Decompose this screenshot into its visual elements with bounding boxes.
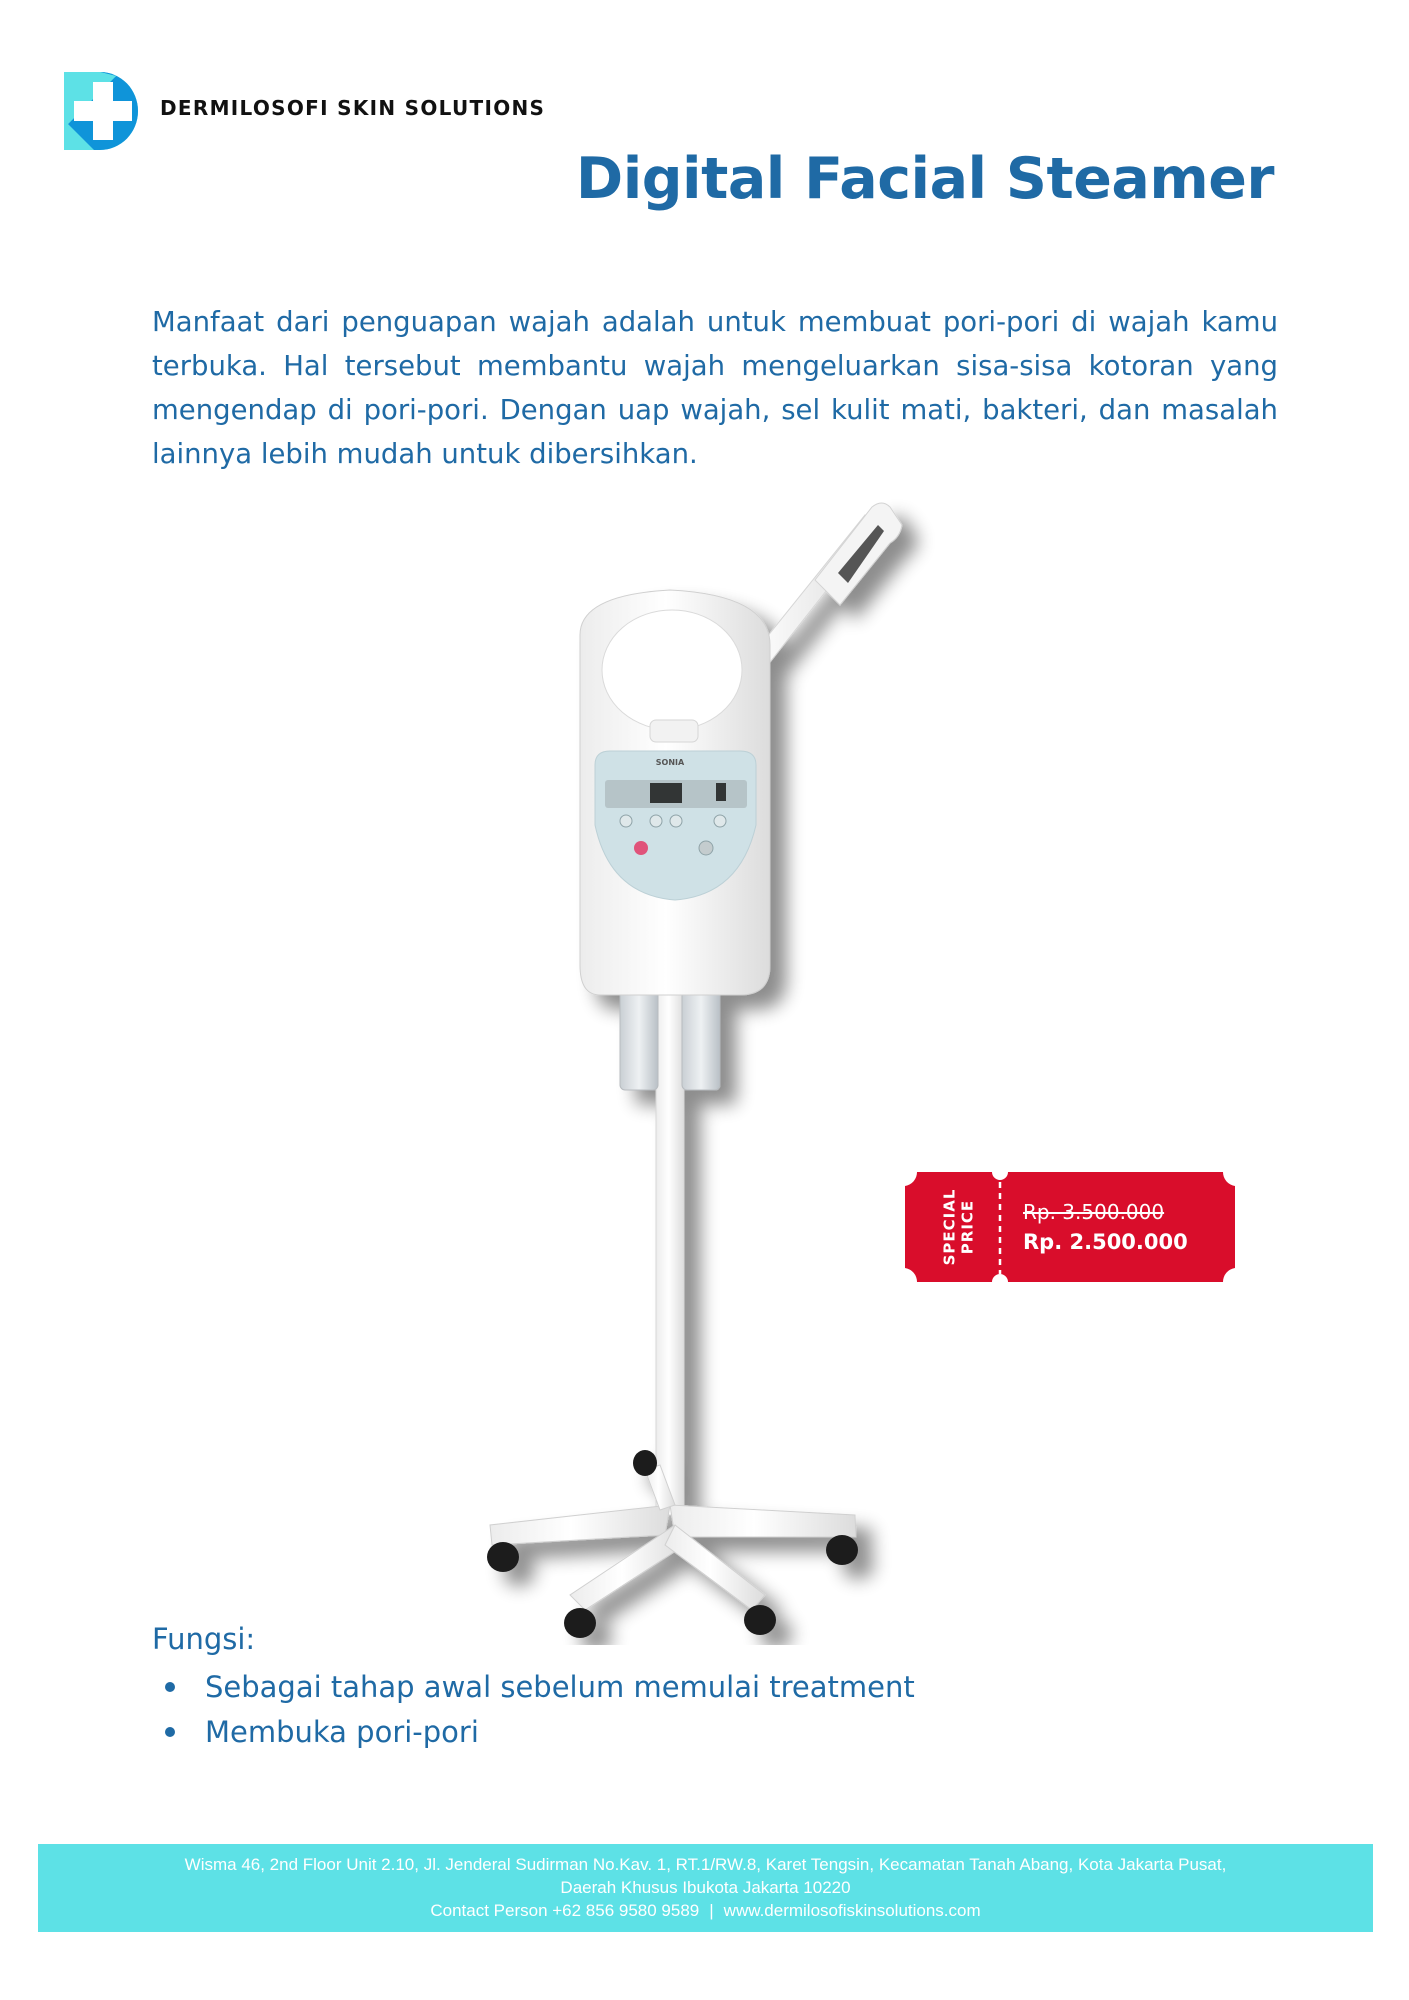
intro-paragraph: Manfaat dari penguapan wajah adalah untuk membuat pori-pori di wajah kamu terbuka. Hal tersebut membantu wajah mengeluarkan sisa-sisa kotoran yang mengendap di pori-pori. Dengan uap wajah, sel kulit mati, bakteri, dan masalah lainnya lebih mudah untuk dibersihkan. [152, 306, 1278, 470]
page-title: Digital Facial Steamer [575, 146, 1274, 212]
panel-brand: SONIA [655, 758, 685, 767]
footer [38, 1844, 1373, 1932]
old-price: Rp. 3.500.000 [1023, 1200, 1165, 1224]
brand-logo [64, 72, 142, 150]
list-item [165, 1664, 915, 1709]
fungsi-heading: Fungsi: [152, 1622, 256, 1656]
list-item-text: Membuka pori-pori [205, 1714, 479, 1749]
contact-person: Contact Person +62 856 9580 9589 [430, 1901, 700, 1920]
new-price: Rp. 2.500.000 [1023, 1230, 1188, 1254]
brand-name: DERMILOSOFI SKIN SOLUTIONS [160, 96, 546, 120]
website-link[interactable]: www.dermilosofiskinsolutions.com [723, 1901, 981, 1920]
bullet-icon [165, 1682, 175, 1692]
footer-address-line2: Daerah Khusus Ibukota Jakarta 10220 [560, 1878, 851, 1897]
list-item [165, 1709, 915, 1754]
facial-steamer-illustration [470, 495, 990, 1645]
fungsi-list [165, 1664, 915, 1754]
medical-cross-logo-icon [64, 72, 142, 150]
list-item-text: Sebagai tahap awal sebelum memulai treatment [205, 1669, 915, 1704]
product-image [470, 495, 990, 1645]
separator: | [709, 1901, 714, 1920]
special-label: SPECIAL [940, 1188, 958, 1266]
price-label: PRICE [958, 1199, 976, 1255]
footer-address-line1: Wisma 46, 2nd Floor Unit 2.10, Jl. Jenderal Sudirman No.Kav. 1, RT.1/RW.8, Karet Tengsin, Kecamatan Tanah Abang, Kota Jakarta Pusat, [184, 1855, 1227, 1874]
special-price-tag [905, 1172, 1235, 1282]
bullet-icon [165, 1727, 175, 1737]
footer-contact-row [38, 1899, 1373, 1922]
special-price-label [923, 1172, 993, 1282]
